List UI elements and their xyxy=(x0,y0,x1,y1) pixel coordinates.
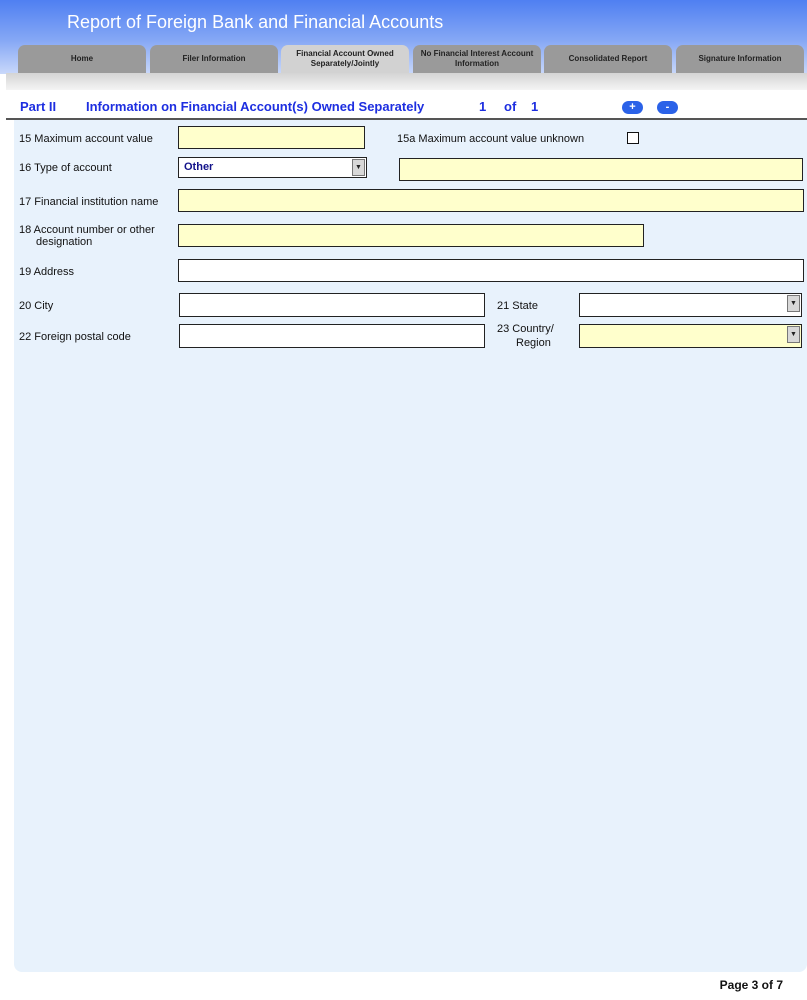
city-input[interactable] xyxy=(179,293,485,317)
app-title: Report of Foreign Bank and Financial Accounts xyxy=(67,12,444,32)
max-value-input[interactable] xyxy=(178,126,365,149)
add-record-button[interactable]: + xyxy=(622,101,643,114)
account-type-value: Other xyxy=(184,161,214,173)
city-label: 20 City xyxy=(19,300,54,312)
tab-signature-information[interactable]: Signature Information xyxy=(676,45,804,73)
account-number-label: 18 Account number or other xyxy=(19,224,155,236)
max-value-unknown-label: 15a Maximum account value unknown xyxy=(397,133,585,145)
account-type-label: 16 Type of account xyxy=(19,162,112,174)
tab-filer-information[interactable]: Filer Information xyxy=(150,45,278,73)
tab-band xyxy=(6,73,807,90)
form-panel xyxy=(14,120,807,972)
account-type-select[interactable] xyxy=(178,157,367,178)
page-indicator: Page 3 of 7 xyxy=(719,978,783,992)
section-title: Information on Financial Account(s) Owned Separately xyxy=(86,99,425,114)
record-current: 1 xyxy=(479,99,487,114)
part-label: Part II xyxy=(20,99,57,114)
chevron-down-icon[interactable]: ▼ xyxy=(787,295,800,312)
tab-consolidated-report[interactable]: Consolidated Report xyxy=(544,45,672,73)
address-input[interactable] xyxy=(178,259,804,282)
remove-record-button[interactable]: - xyxy=(657,101,678,114)
chevron-down-icon[interactable]: ▼ xyxy=(352,159,365,176)
tab-financial-account-owned[interactable]: Financial Account Owned Separately/Jointly xyxy=(281,45,409,73)
institution-name-label: 17 Financial institution name xyxy=(19,196,159,208)
record-total: 1 xyxy=(531,99,539,114)
country-label: 23 Country/ xyxy=(497,323,554,335)
max-value-unknown-checkbox[interactable] xyxy=(627,132,639,144)
state-label: 21 State xyxy=(497,300,538,312)
account-number-input[interactable] xyxy=(178,224,644,247)
postal-code-input[interactable] xyxy=(179,324,485,348)
account-type-other-input[interactable] xyxy=(399,158,803,181)
tab-home[interactable]: Home xyxy=(18,45,146,73)
country-label-2: Region xyxy=(516,337,551,349)
max-value-label: 15 Maximum account value xyxy=(19,133,153,145)
institution-name-input[interactable] xyxy=(178,189,804,212)
chevron-down-icon[interactable]: ▼ xyxy=(787,326,800,343)
tab-no-financial-interest[interactable]: No Financial Interest Account Information xyxy=(413,45,541,73)
postal-code-label: 22 Foreign postal code xyxy=(19,331,131,343)
country-select[interactable] xyxy=(579,324,802,348)
account-number-label-2: designation xyxy=(36,236,93,248)
address-label: 19 Address xyxy=(19,266,75,278)
state-select[interactable] xyxy=(579,293,802,317)
record-of: of xyxy=(504,99,517,114)
